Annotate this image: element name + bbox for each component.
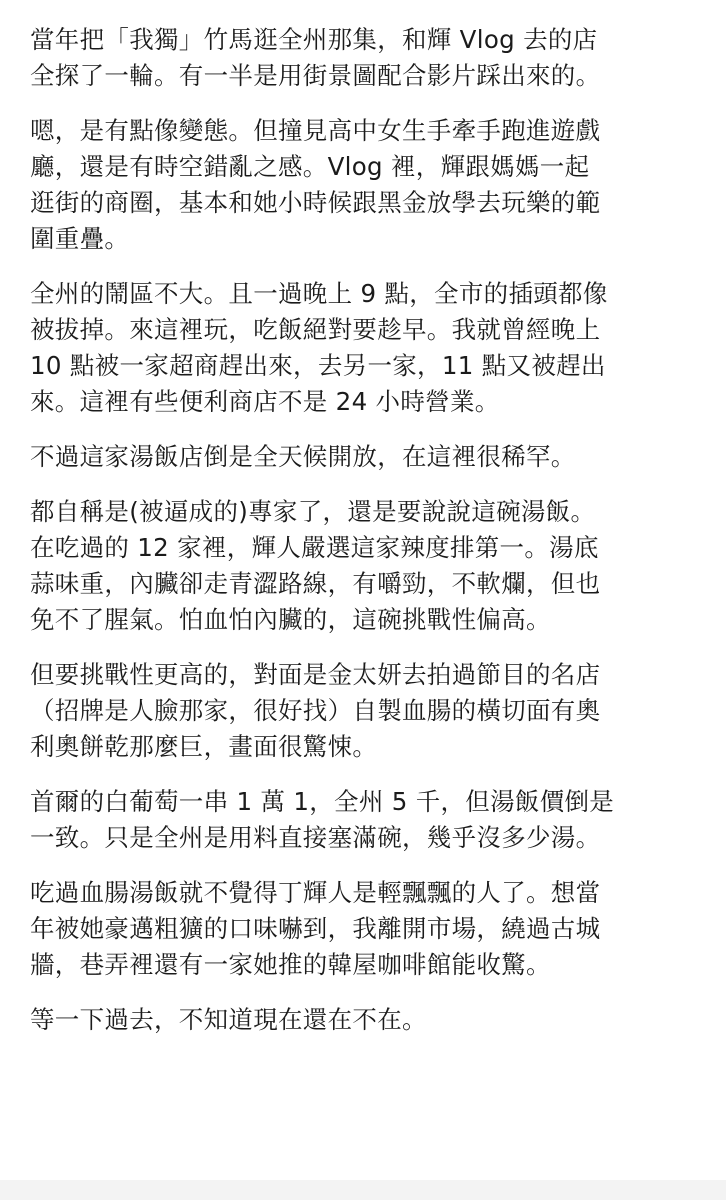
text-line: 全州的鬧區不大。且一過晚上 9 點，全市的插頭都像 bbox=[30, 279, 608, 308]
paragraph-6 bbox=[30, 657, 700, 765]
text-line: 首爾的白葡萄一串 1 萬 1，全州 5 千，但湯飯價倒是 bbox=[30, 787, 615, 816]
text-line: 逛街的商圈，基本和她小時候跟黑金放學去玩樂的範 bbox=[30, 188, 601, 217]
text-line: 牆，巷弄裡還有一家她推的韓屋咖啡館能收驚。 bbox=[30, 950, 551, 979]
text-line: 全探了一輪。有一半是用街景圖配合影片踩出來的。 bbox=[30, 61, 601, 90]
text-line: 年被她豪邁粗獷的口味嚇到，我離開市場，繞過古城 bbox=[30, 914, 601, 943]
paragraph-4 bbox=[30, 439, 700, 475]
paragraph-1 bbox=[30, 22, 700, 94]
text-line: 利奧餅乾那麼巨，畫面很驚悚。 bbox=[30, 732, 378, 761]
bottom-bar bbox=[0, 1180, 726, 1200]
text-line: 在吃過的 12 家裡，輝人嚴選這家辣度排第一。湯底 bbox=[30, 533, 599, 562]
text-line: 嗯，是有點像變態。但撞見高中女生手牽手跑進遊戲 bbox=[30, 116, 601, 145]
text-line: 被拔掉。來這裡玩，吃飯絕對要趁早。我就曾經晚上 bbox=[30, 315, 601, 344]
text-line: 免不了腥氣。怕血怕內臟的，這碗挑戰性偏高。 bbox=[30, 605, 551, 634]
paragraph-9 bbox=[30, 1002, 700, 1038]
paragraph-7 bbox=[30, 784, 700, 856]
paragraph-2 bbox=[30, 113, 700, 257]
text-line: 來。這裡有些便利商店不是 24 小時營業。 bbox=[30, 387, 500, 416]
text-line: 吃過血腸湯飯就不覺得丁輝人是輕飄飄的人了。想當 bbox=[30, 878, 601, 907]
text-line: 等一下過去，不知道現在還在不在。 bbox=[30, 1005, 427, 1034]
text-line: 廳，還是有時空錯亂之感。Vlog 裡，輝跟媽媽一起 bbox=[30, 152, 590, 181]
text-line: 但要挑戰性更高的，對面是金太妍去拍過節目的名店 bbox=[30, 660, 601, 689]
text-line: （招牌是人臉那家，很好找）自製血腸的橫切面有奧 bbox=[30, 696, 601, 725]
text-line: 10 點被一家超商趕出來，去另一家，11 點又被趕出 bbox=[30, 351, 606, 380]
text-line: 蒜味重，內臟卻走青澀路線，有嚼勁，不軟爛，但也 bbox=[30, 569, 601, 598]
text-line: 都自稱是(被逼成的)專家了，還是要說說這碗湯飯。 bbox=[30, 497, 596, 526]
paragraph-3 bbox=[30, 276, 700, 420]
paragraph-8 bbox=[30, 875, 700, 983]
text-line: 圍重疊。 bbox=[30, 224, 130, 253]
paragraph-5 bbox=[30, 494, 700, 638]
text-line: 當年把「我獨」竹馬逛全州那集，和輝 Vlog 去的店 bbox=[30, 25, 598, 54]
text-line: 一致。只是全州是用料直接塞滿碗，幾乎沒多少湯。 bbox=[30, 823, 601, 852]
text-line: 不過這家湯飯店倒是全天候開放，在這裡很稀罕。 bbox=[30, 442, 576, 471]
article-body bbox=[30, 22, 700, 1057]
